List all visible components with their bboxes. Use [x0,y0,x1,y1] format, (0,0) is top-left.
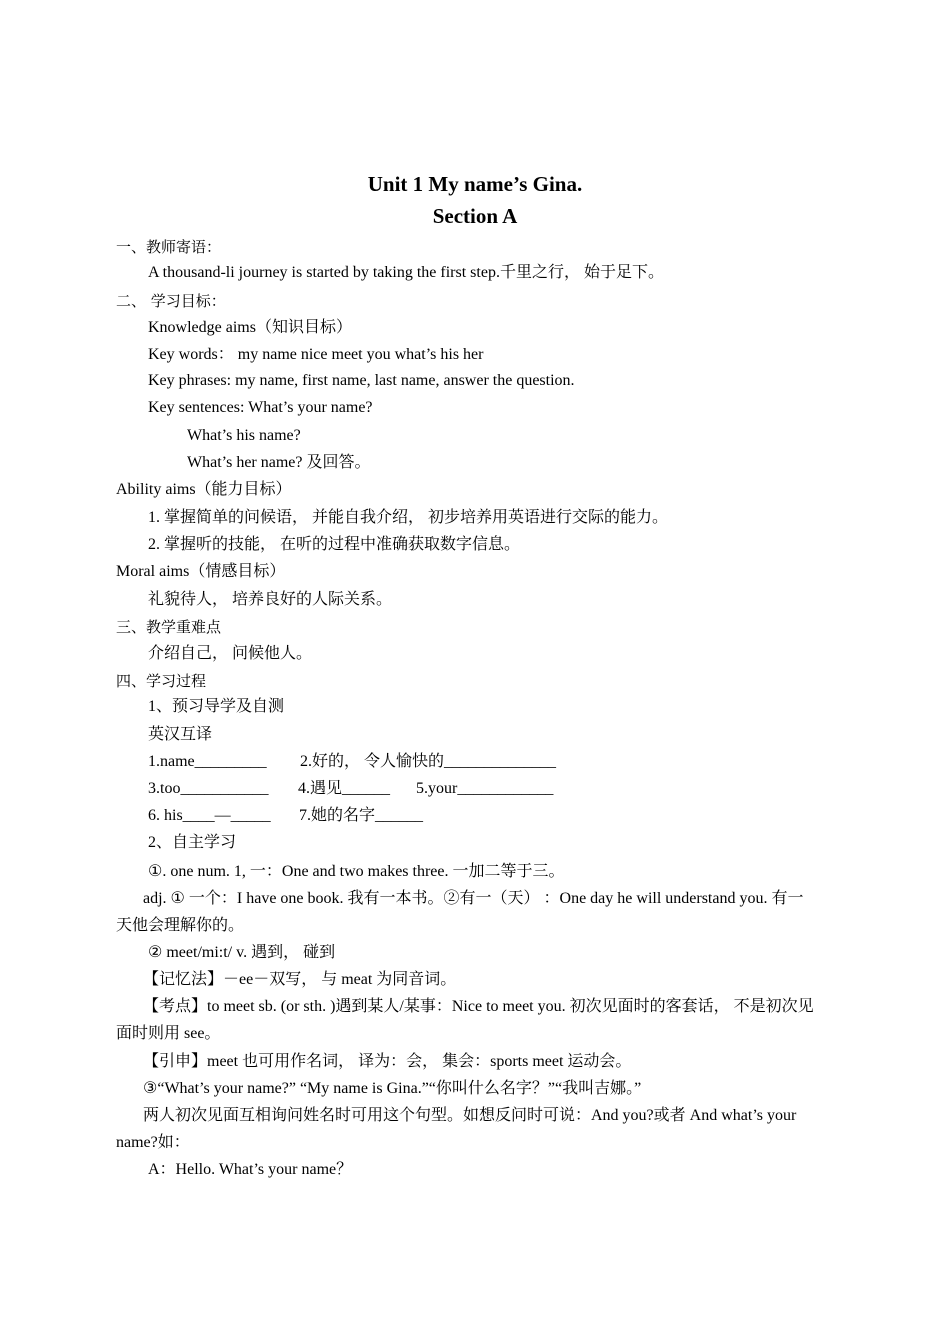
heading-teacher-message: 一、教师寄语： [116,238,222,256]
one-adj-continued: 天他会理解你的。 [116,917,245,934]
one-entry: ①. one num. 1, 一：One and two makes three. 一加二等于三。 [148,863,565,880]
exercise-6: 6. his____—_____ [148,807,271,824]
page-title: Unit 1 My name’s Gina. [367,172,583,196]
step-1-heading: 1、预习导学及自测 [148,698,285,715]
moral-aims: Moral aims（情感目标） [116,563,286,580]
exercise-7: 7.她的名字______ [299,807,424,824]
exercise-4: 4.遇见______ [298,780,391,797]
heading-learning-process: 四、学习过程 [116,672,207,690]
motto-text: A thousand-li journey is started by taking the first step.千里之行， 始于足下。 [148,264,664,281]
extension-note: 【引申】meet 也可用作名词， 译为：会， 集会：sports meet 运动会。 [143,1053,632,1070]
ability-aims: Ability aims（能力目标） [116,481,292,498]
moral-item: 礼貌待人， 培养良好的人际关系。 [148,591,393,608]
key-sentence-her: What’s her name? 及回答。 [187,454,371,471]
heading-learning-goals: 二、 学习目标： [116,292,226,310]
exercise-3: 3.too___________ [148,780,269,797]
meet-entry: ② meet/mi:t/ v. 遇到， 碰到 [148,944,336,961]
ability-item-2: 2. 掌握听的技能， 在听的过程中准确获取数字信息。 [148,536,521,553]
key-phrases: Key phrases: my name, first name, last name, answer the question. [148,372,575,389]
knowledge-aims: Knowledge aims（知识目标） [148,319,352,336]
ability-item-1: 1. 掌握简单的问候语， 并能自我介绍， 初步培养用英语进行交际的能力。 [148,509,669,526]
memory-tip: 【记忆法】－ee－双写， 与 meat 为同音词。 [143,971,457,988]
key-points-text: 介绍自己， 问候他人。 [148,645,313,662]
usage-note-continued: name?如： [116,1134,190,1151]
translate-heading: 英汉互译 [148,726,213,743]
dialog-line-a: A：Hello. What’s your name？ [148,1161,353,1178]
exercise-5: 5.your____________ [416,780,554,797]
heading-key-points: 三、教学重难点 [116,618,222,636]
one-adj-line: adj. ① 一个：I have one book. 我有一本书。②有一（天） ：One day he will understand you. 有一 [143,890,804,907]
exercise-1: 1.name_________ [148,753,267,770]
step-2-heading: 2、自主学习 [148,834,237,851]
whats-your-name-entry: ③“What’s your name?” “My name is Gina.”“你叫什么名字？”“我叫吉娜。” [143,1080,642,1097]
key-sentences: Key sentences: What’s your name? [148,399,373,416]
exam-point: 【考点】to meet sb. (or sth. )遇到某人/某事：Nice to meet you. 初次见面时的客套话， 不是初次见 [143,998,814,1015]
exercise-2: 2.好的， 令人愉快的______________ [300,753,557,770]
key-words: Key words： my name nice meet you what’s his her [148,346,484,363]
section-title: Section A [432,204,518,228]
exam-point-continued: 面时则用 see。 [116,1025,221,1042]
key-sentence-his: What’s his name? [187,427,301,444]
usage-note: 两人初次见面互相询问姓名时可用这个句型。如想反问时可说：And you?或者 And what’s your [143,1107,797,1124]
